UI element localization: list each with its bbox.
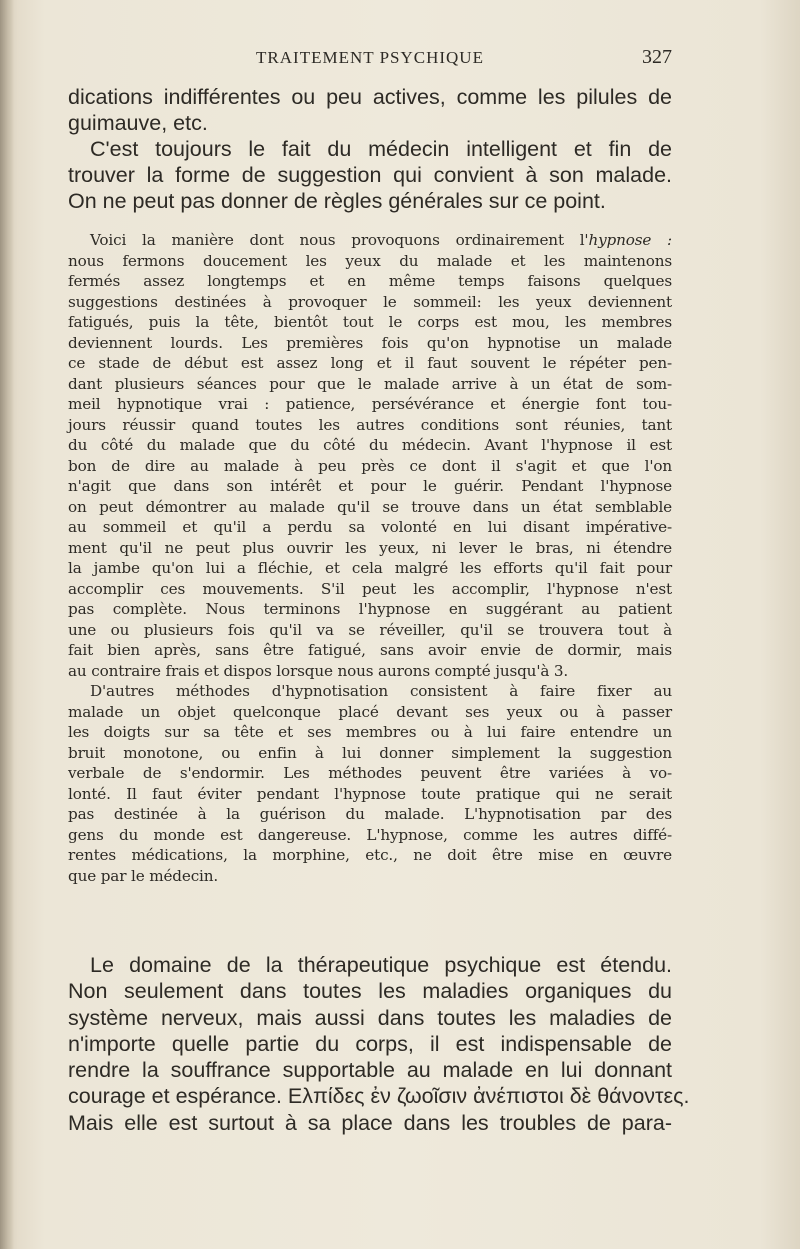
text-line: dications indifférentes ou peu actives, comme les pilules de [68, 85, 672, 109]
text-line: malade un objet quelconque placé devant ses yeux ou à passer [68, 702, 672, 721]
text-line: on peut démontrer au malade qu'il se trouve dans un état semblable [68, 497, 672, 516]
text-line: au contraire frais et dispos lorsque nous aurons compté jusqu'à 3. [68, 661, 569, 680]
text-line: nous fermons doucement les yeux du malade et les maintenons [68, 251, 672, 270]
top-text-block [68, 84, 672, 214]
text-line: D'autres méthodes d'hypnotisation consistent à faire fixer au [90, 682, 672, 700]
small-text-block-1 [68, 230, 672, 886]
text-line: bon de dire au malade à peu près ce dont il s'agit et que l'on [68, 456, 672, 475]
text-line: fermés assez longtemps et en même temps faisons quelques [68, 272, 672, 290]
bottom-text-block [68, 952, 690, 1136]
text-line: courage et espérance. Ελπίδες ἐν ζωοῖσιν ἀνέπιστοι δὲ θάνοντες. [68, 1084, 690, 1109]
text-line: dant plusieurs séances pour que le malade arrive à un état de som- [68, 374, 672, 393]
text-line: que par le médecin. [68, 866, 219, 885]
text-line: au sommeil et qu'il a perdu sa volonté en lui disant impérative- [68, 518, 672, 536]
page-number: 327 [642, 46, 672, 68]
text-line: Le domaine de la thérapeutique psychique est étendu. [90, 953, 672, 977]
page-header [68, 46, 672, 76]
text-line: Non seulement dans toutes les maladies organiques du [68, 979, 672, 1004]
text-line: la jambe qu'on lui a fléchie, et cela malgré les efforts qu'il fait pour [68, 559, 672, 577]
text-line: n'importe quelle partie du corps, il est indispensable de [68, 1031, 672, 1056]
running-title: TRAITEMENT PSYCHIQUE [256, 48, 484, 67]
text-line: rendre la souffrance supportable au malade en lui donnant [68, 1058, 672, 1083]
text-line: On ne peut pas donner de règles générales sur ce point. [68, 189, 606, 213]
text-line: système nerveux, mais aussi dans toutes les maladies de [68, 1005, 672, 1030]
text-line: gens du monde est dangereuse. L'hypnose, comme les autres diffé- [68, 825, 672, 844]
text-line: ce stade de début est assez long et il faut souvent le répéter pen- [68, 354, 672, 372]
text-line: C'est toujours le fait du médecin intelligent et fin de [90, 137, 672, 161]
text-line: verbale de s'endormir. Les méthodes peuvent être variées à vo- [68, 764, 672, 782]
emphasis-hypnose: hypnose : [588, 231, 672, 249]
text-line: les doigts sur sa tête et ses membres ou à lui faire entendre un [68, 723, 672, 741]
page-binding-shadow [0, 0, 14, 1249]
text-line: lonté. Il faut éviter pendant l'hypnose toute pratique qui ne serait [68, 784, 672, 803]
text-line: n'agit que dans son intérêt et pour le guérir. Pendant l'hypnose [68, 477, 672, 495]
text-line: trouver la forme de suggestion qui convient à son malade. [68, 163, 672, 187]
text-line: ment qu'il ne peut plus ouvrir les yeux, ni lever le bras, ni étendre [68, 538, 672, 557]
text-line: Mais elle est surtout à sa place dans les troubles de para- [68, 1110, 672, 1135]
text-line: une ou plusieurs fois qu'il va se réveiller, qu'il se trouvera tout à [68, 620, 672, 639]
text-line [68, 230, 672, 251]
text-line: bruit monotone, ou enfin à lui donner simplement la suggestion [68, 743, 672, 762]
text-line: du côté du malade que du côté du médecin. Avant l'hypnose il est [68, 436, 672, 454]
text-line: pas complète. Nous terminons l'hypnose en suggérant au patient [68, 600, 672, 618]
text-line: meil hypnotique vrai : patience, persévérance et énergie font tou- [68, 395, 672, 413]
text-line: deviennent lourds. Les premières fois qu'on hypnotise un malade [68, 333, 672, 352]
text-line: rentes médications, la morphine, etc., ne doit être mise en œuvre [68, 846, 672, 864]
text-line: pas destinée à la guérison du malade. L'hypnotisation par des [68, 805, 672, 823]
text-line: jours réussir quand toutes les autres conditions sont réunies, tant [68, 415, 672, 434]
text-line: guimauve, etc. [68, 111, 208, 135]
text-line: suggestions destinées à provoquer le sommeil: les yeux deviennent [68, 292, 672, 311]
text-line: accomplir ces mouvements. S'il peut les accomplir, l'hypnose n'est [68, 579, 672, 598]
text-line: fatigués, puis la tête, bientôt tout le corps est mou, les membres [68, 313, 672, 331]
text-line: fait bien après, sans être fatigué, sans avoir envie de dormir, mais [68, 641, 672, 659]
text-fragment: Voici la manière dont nous provoquons ordinairement l' [90, 231, 589, 249]
